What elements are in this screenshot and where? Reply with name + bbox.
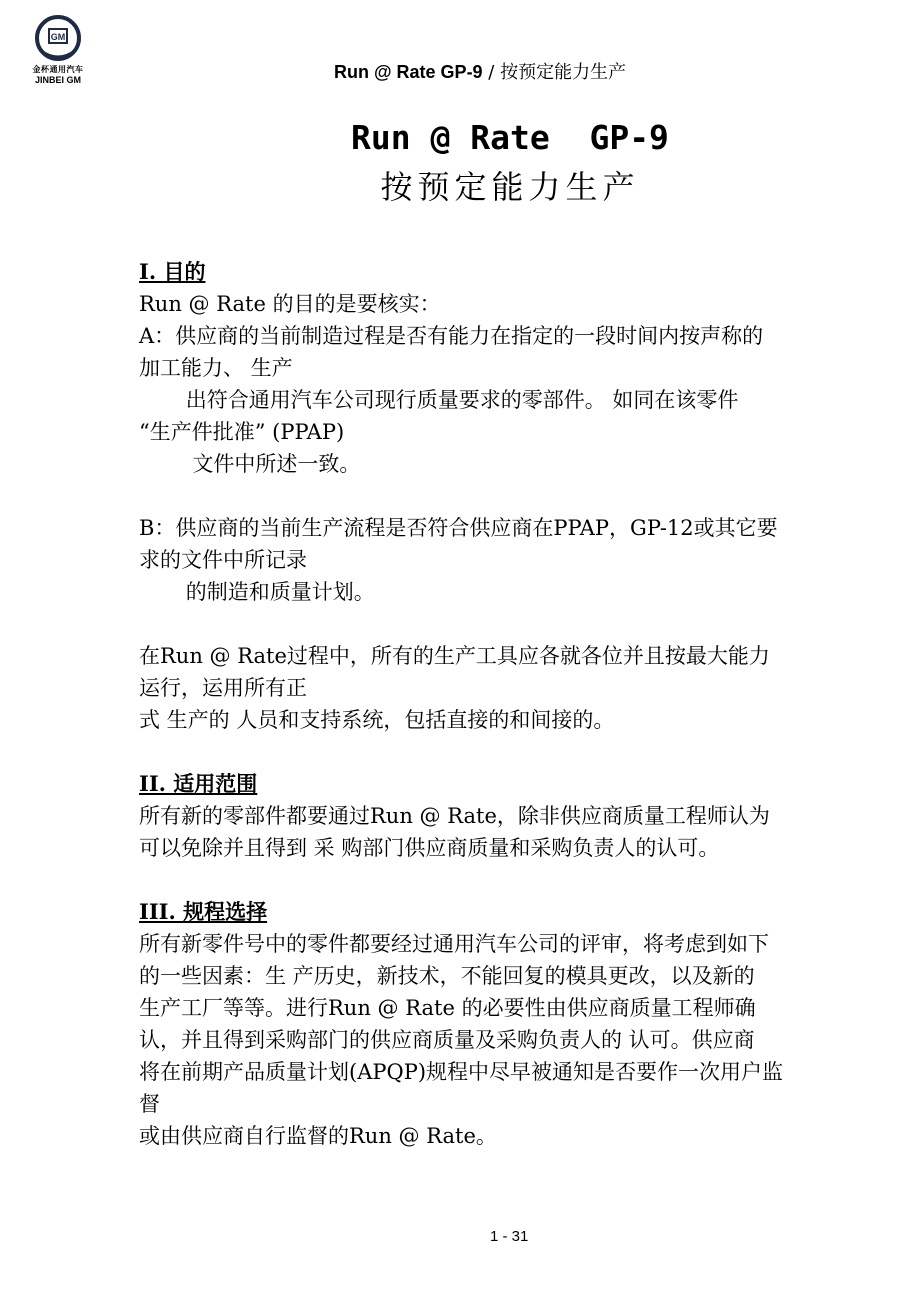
document-body (139, 256, 879, 1152)
jinbei-gm-emblem-icon (30, 14, 86, 66)
document-subtitle: 按预定能力生产 (380, 168, 640, 206)
paragraph-line: 所有新的零部件都要通过Run @ Rate，除非供应商质量工程师认为 (139, 804, 770, 828)
logo-chinese-name: 金杯通用汽车 (32, 65, 84, 74)
running-header-cn: / 按预定能力生产 (482, 62, 627, 83)
paragraph-line: 运行，运用所有正 (139, 676, 307, 700)
paragraph-line: 在Run @ Rate过程中，所有的生产工具应各就各位并且按最大能力 (139, 644, 770, 668)
paragraph-line: A：供应商的当前制造过程是否有能力在指定的一段时间内按声称的 (139, 324, 764, 348)
paragraph-line: Run @ Rate 的目的是要核实： (139, 292, 441, 316)
paragraph-line: 加工能力、 生产 (139, 356, 293, 380)
paragraph-line: 可以免除并且得到 采 购部门供应商质量和采购负责人的认可。 (139, 836, 720, 860)
section-heading-scope: II. 适用范围 (139, 771, 258, 796)
paragraph-line: 的制造和质量计划。 (139, 580, 375, 604)
paragraph-gap (139, 480, 879, 512)
paragraph-line: 文件中所述一致。 (139, 452, 361, 476)
page-number: 1 - 31 (490, 1228, 529, 1245)
running-header (334, 58, 626, 84)
document-title: Run @ Rate GP-9 (351, 118, 669, 157)
paragraph-line: 认，并且得到采购部门的供应商质量及采购负责人的 认可。供应商 (139, 1028, 755, 1052)
section-heading-purpose: I. 目的 (139, 259, 206, 284)
paragraph-gap (139, 608, 879, 640)
paragraph-line: 督 (139, 1092, 160, 1116)
paragraph-line: B：供应商的当前生产流程是否符合供应商在PPAP，GP-12或其它要 (139, 516, 778, 540)
paragraph-line: 或由供应商自行监督的Run @ Rate。 (139, 1124, 497, 1148)
gm-badge-text: GM (50, 32, 66, 42)
paragraph-line: 求的文件中所记录 (139, 548, 307, 572)
running-header-en: Run @ Rate GP-9 (334, 62, 483, 82)
logo-english-name: JINBEI GM (34, 75, 81, 85)
paragraph-line: 将在前期产品质量计划(APQP)规程中尽早被通知是否要作一次用户监 (139, 1060, 784, 1084)
paragraph-line: 出符合通用汽车公司现行质量要求的零部件。 如同在该零件 (139, 388, 739, 412)
paragraph-gap (139, 736, 879, 768)
paragraph-line: “生产件批准” (PPAP) (139, 420, 345, 444)
section-heading-procedure-selection: III. 规程选择 (139, 899, 268, 924)
paragraph-line: 生产工厂等等。进行Run @ Rate 的必要性由供应商质量工程师确 (139, 996, 756, 1020)
paragraph-line: 式 生产的 人员和支持系统，包括直接的和间接的。 (139, 708, 615, 732)
paragraph-gap (139, 864, 879, 896)
company-logo (18, 14, 98, 86)
paragraph-line: 所有新零件号中的零件都要经过通用汽车公司的评审，将考虑到如下 (139, 932, 769, 956)
paragraph-line: 的一些因素：生 产历史，新技术，不能回复的模具更改，以及新的 (139, 964, 755, 988)
